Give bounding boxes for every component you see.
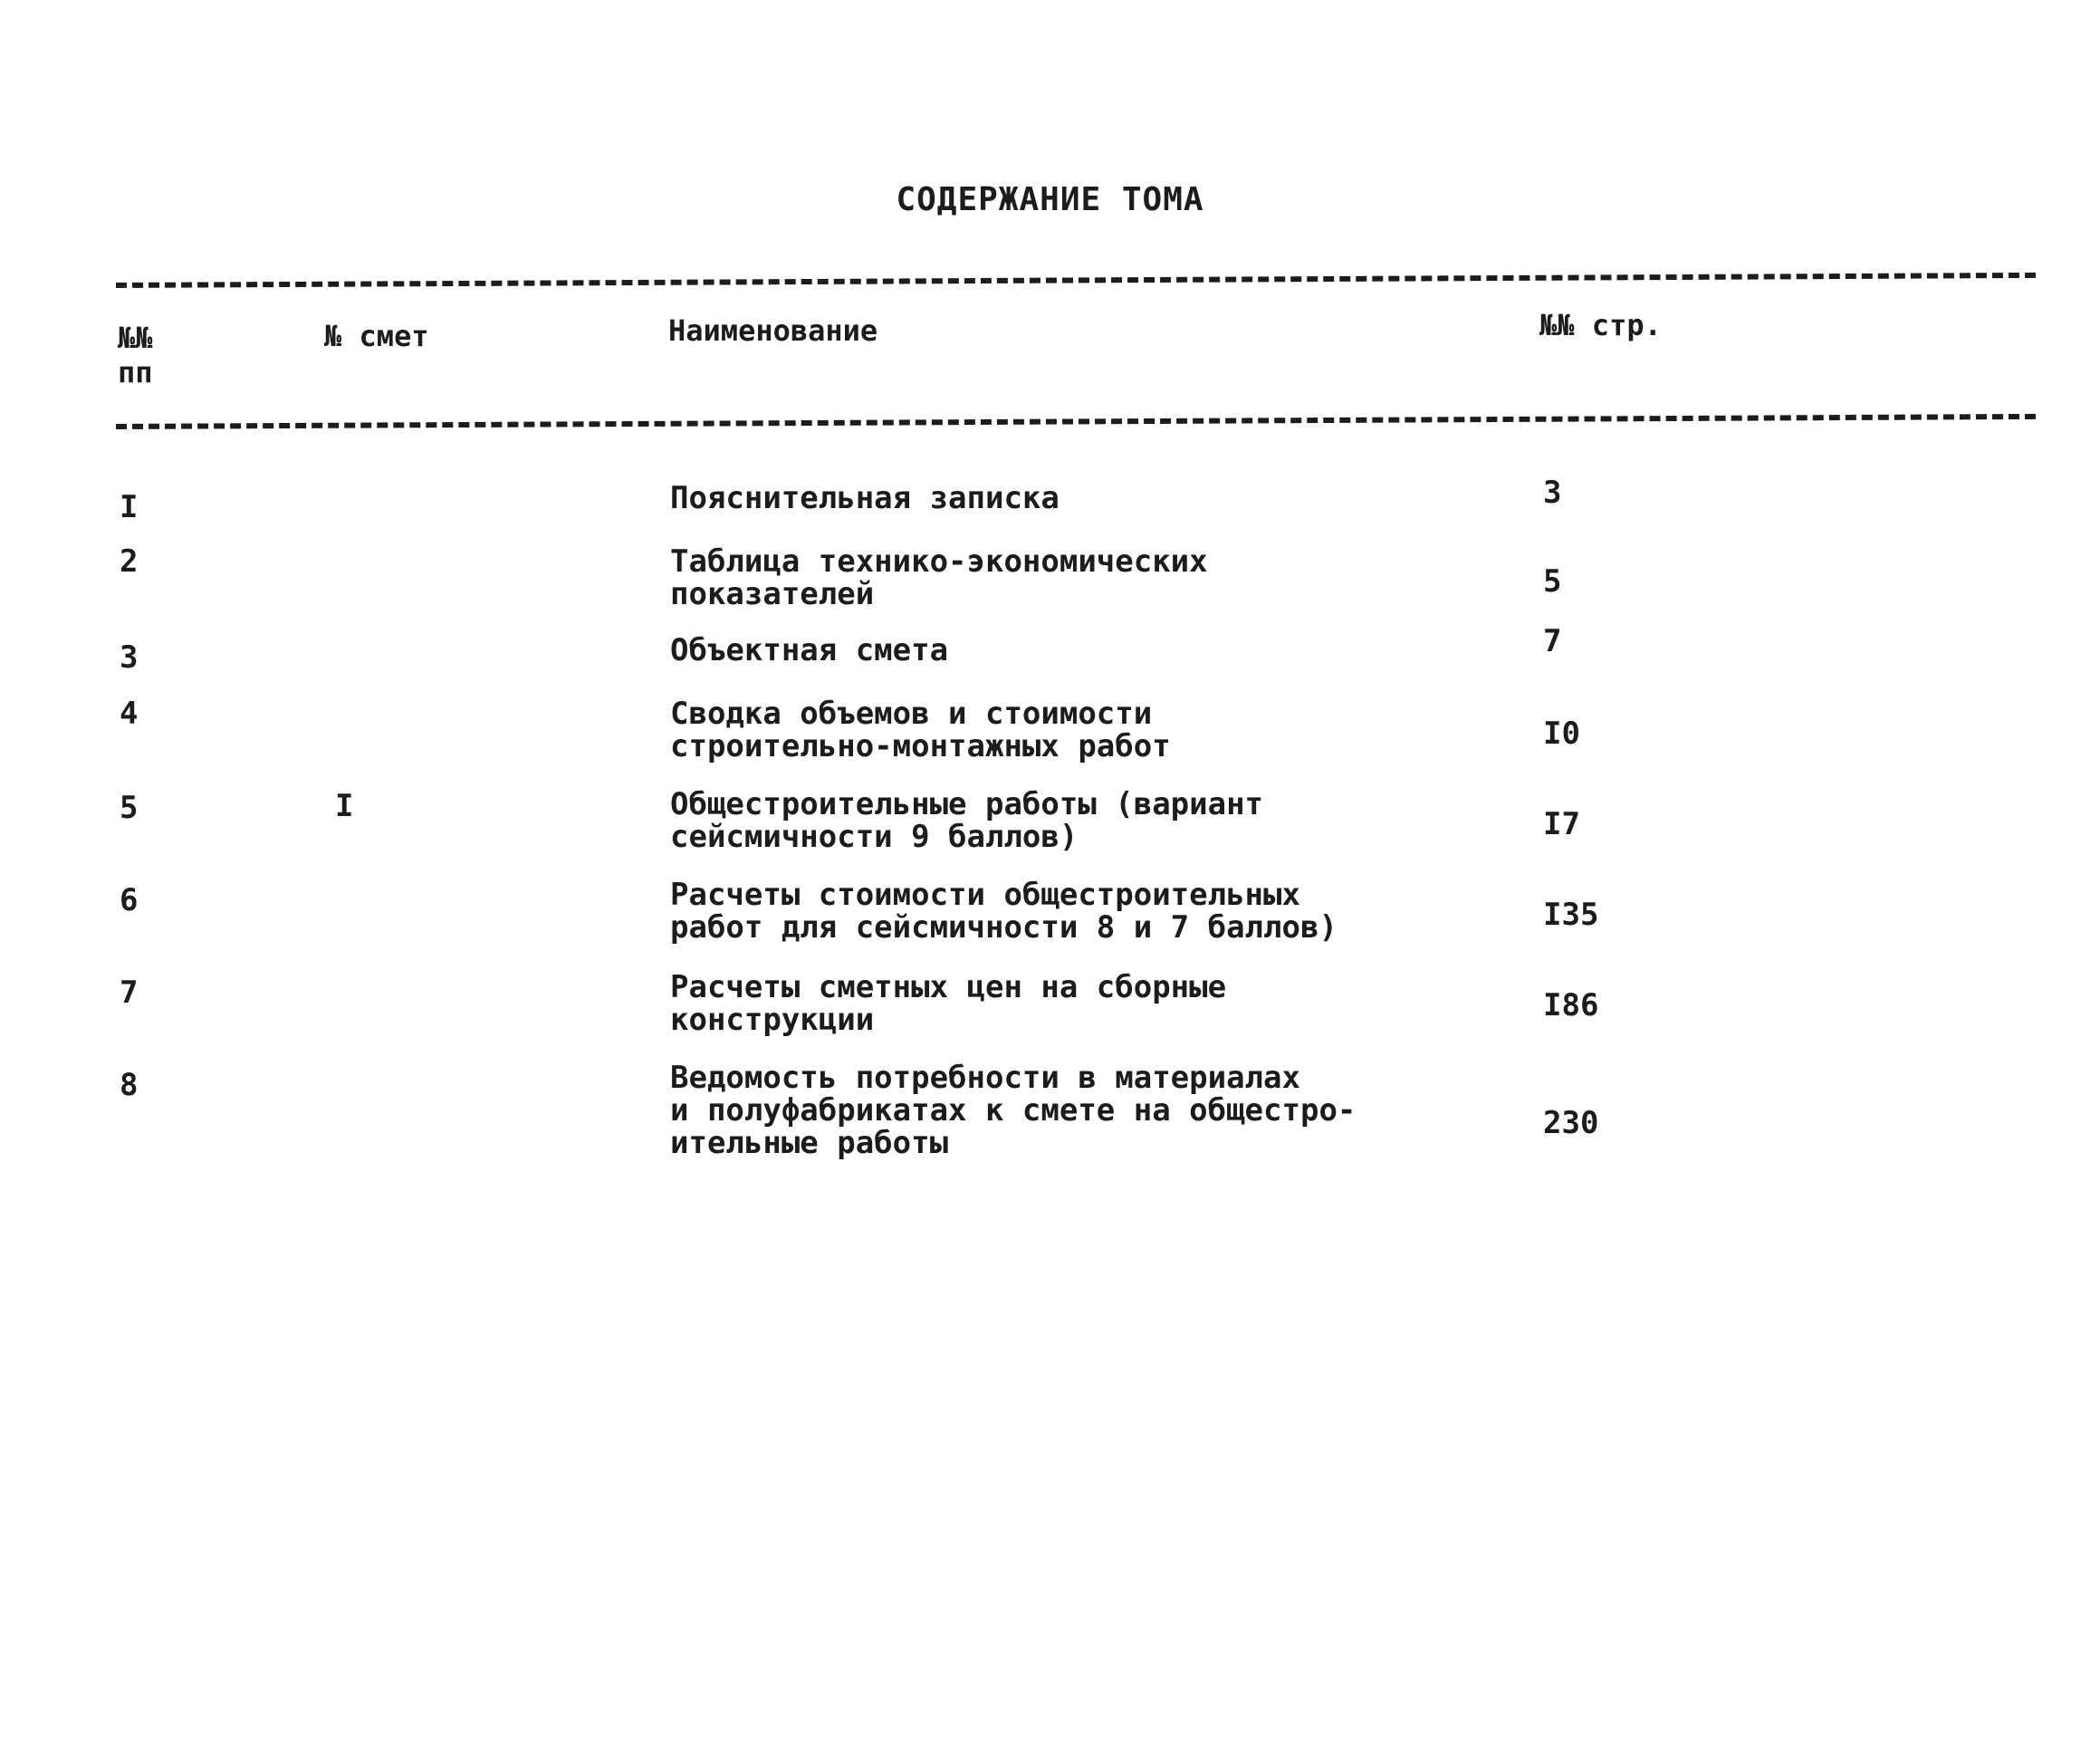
row-name: Сводка объемов и стоимости строительно-монтажных работ	[670, 696, 1171, 764]
row-page: 230	[1543, 1105, 1599, 1141]
row-page: 3	[1543, 475, 1562, 511]
header-estimate-number: № смет	[324, 319, 429, 353]
header-name: Наименование	[668, 313, 878, 348]
row-name: Таблица технико-экономических показателей	[670, 543, 1208, 612]
row-page: I86	[1543, 987, 1599, 1023]
row-page: I7	[1543, 806, 1580, 842]
row-number: 2	[120, 543, 139, 580]
row-number: 4	[120, 696, 139, 732]
row-number: 6	[120, 882, 139, 918]
row-number: 5	[120, 790, 139, 826]
row-number: 3	[120, 639, 139, 676]
row-page: I0	[1543, 716, 1580, 752]
row-number: I	[120, 489, 139, 525]
header-item-number: №№ пп	[118, 321, 153, 389]
row-name: Ведомость потребности в материалах и полуфабрикатах к смете на общестро- ительные работы	[670, 1060, 1357, 1161]
row-name: Пояснительная записка	[670, 480, 1060, 516]
row-name: Объектная смета	[670, 632, 949, 668]
row-page: I35	[1543, 897, 1599, 933]
row-number: 7	[120, 975, 139, 1011]
row-page: 7	[1543, 623, 1562, 659]
document-title: СОДЕРЖАНИЕ ТОМА	[896, 181, 1204, 218]
header-page-number: №№ стр.	[1539, 308, 1662, 342]
row-name: Расчеты стоимости общестроительных работ для сейсмичности 8 и 7 баллов)	[670, 877, 1338, 946]
header-top-divider	[116, 273, 2036, 288]
row-page: 5	[1543, 563, 1562, 600]
row-number: 8	[120, 1067, 139, 1103]
row-name: Общестроительные работы (вариант сейсмичности 9 баллов)	[670, 786, 1264, 855]
row-name: Расчеты сметных цен на сборные конструкции	[670, 969, 1227, 1038]
row-estimate-number: I	[335, 788, 354, 824]
